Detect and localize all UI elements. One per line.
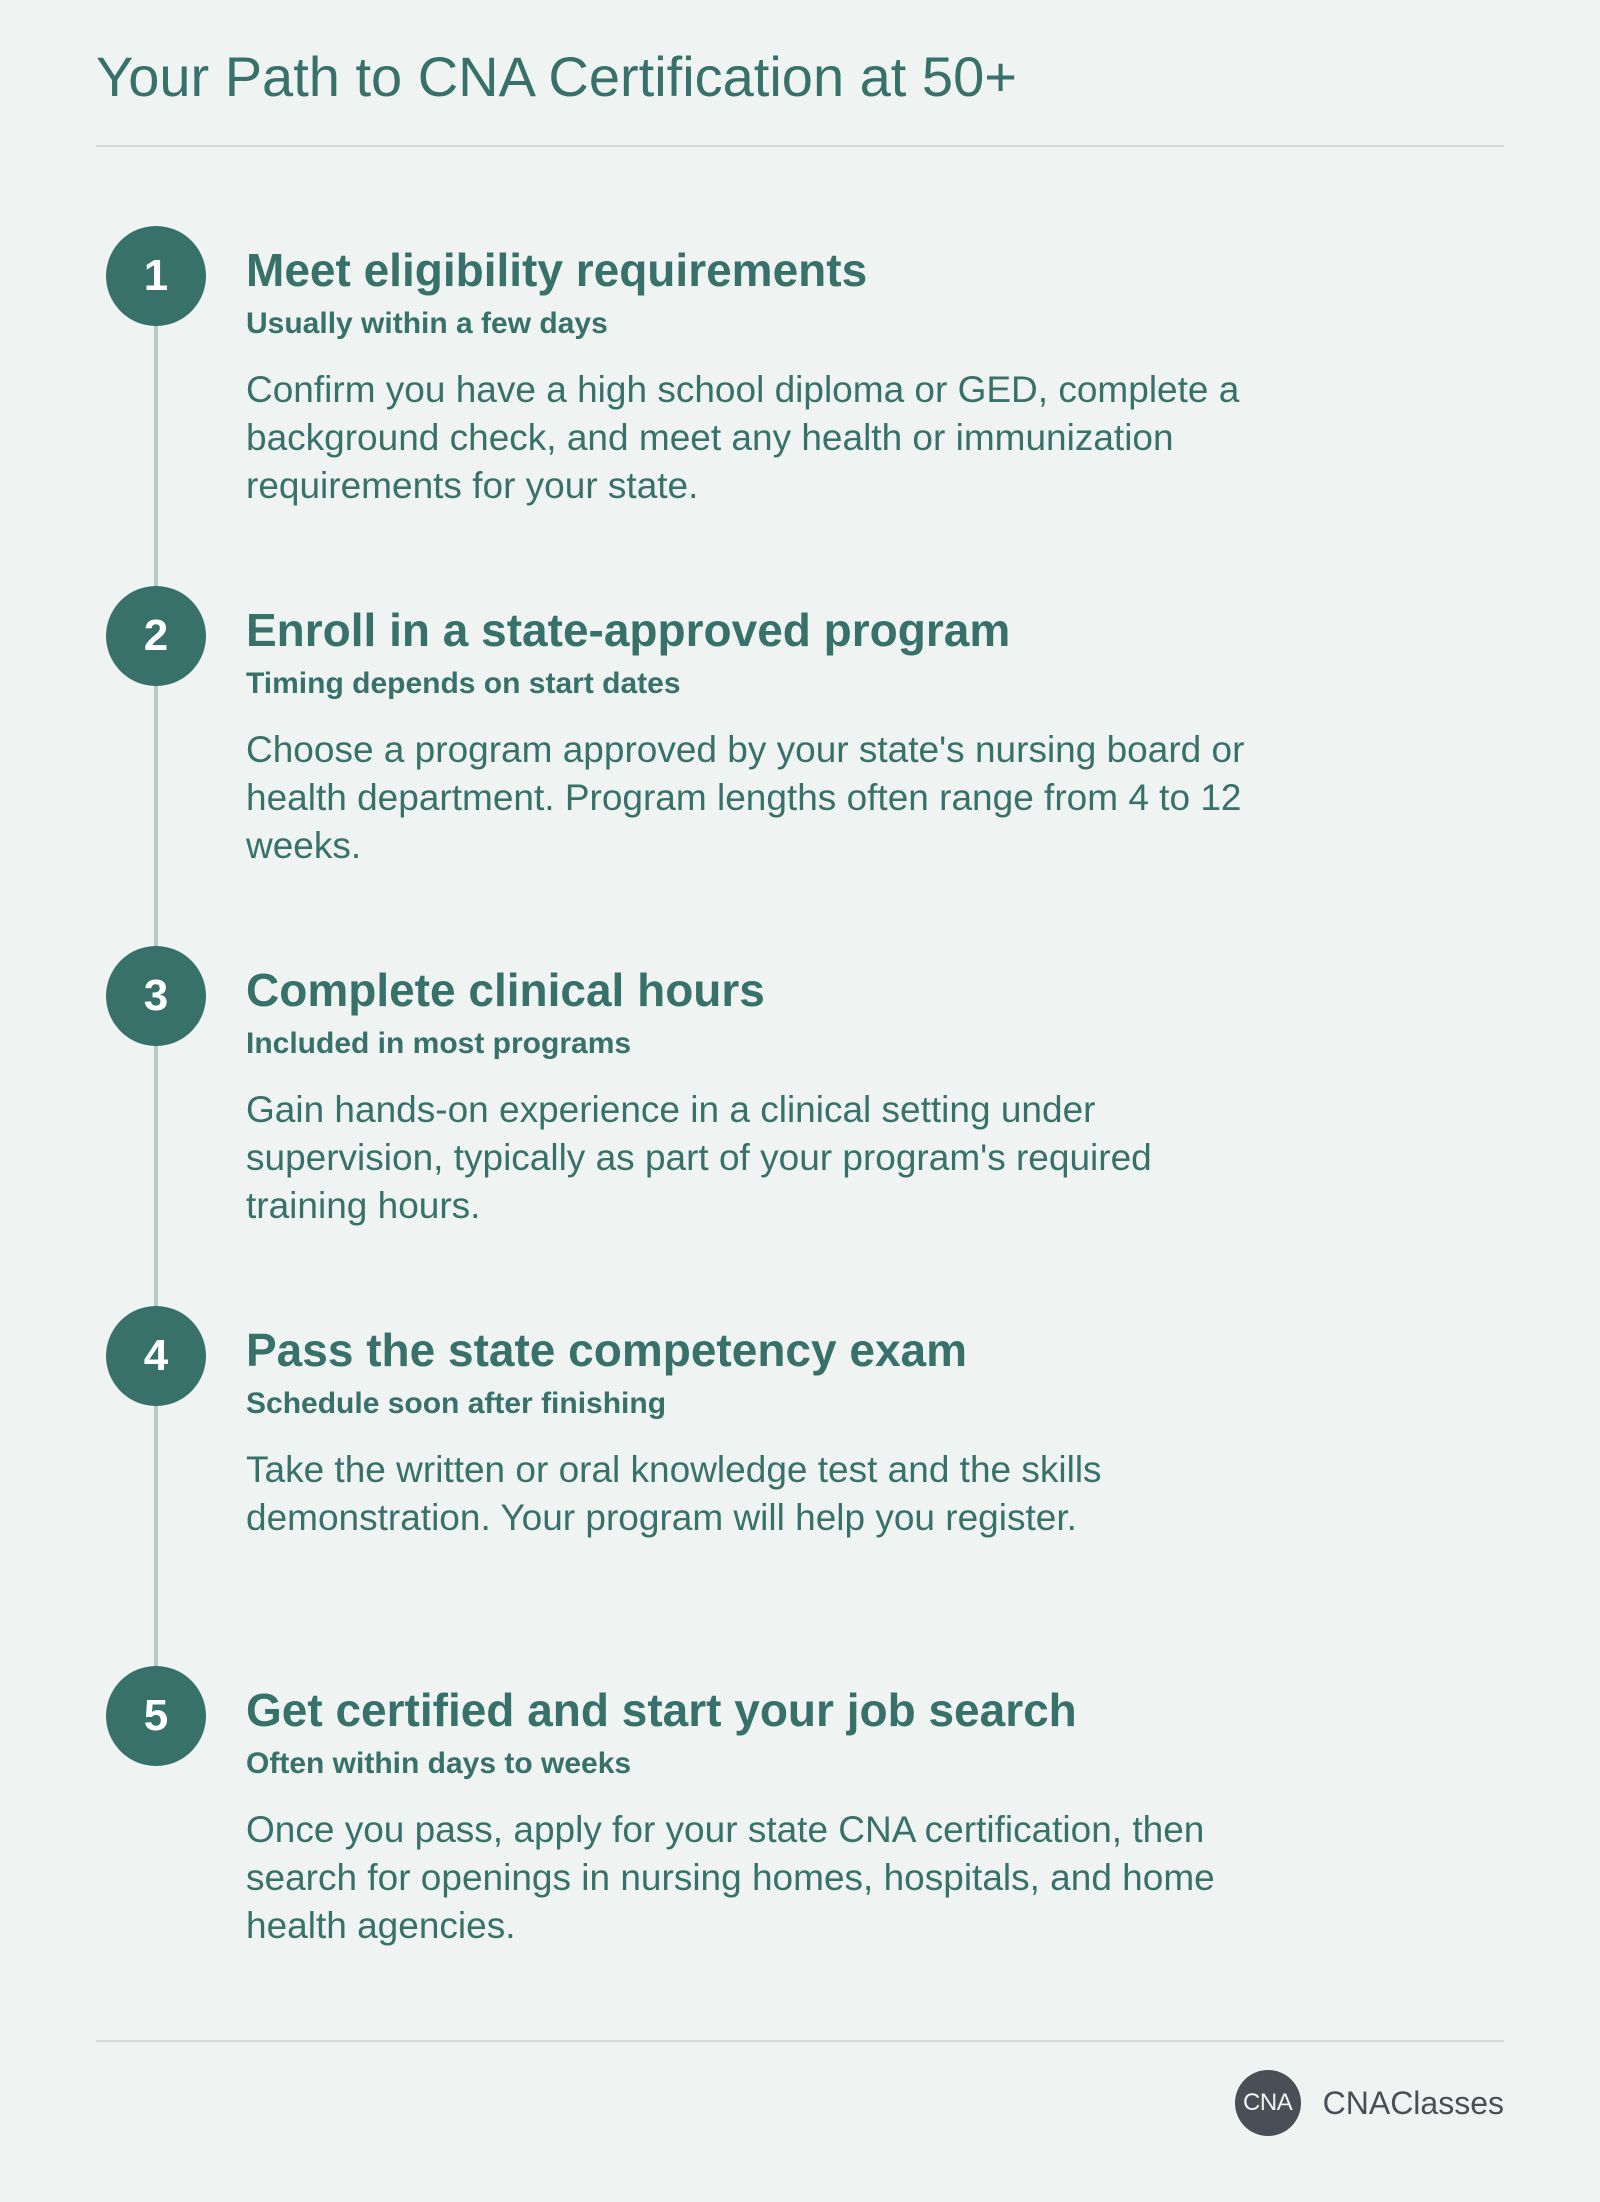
step-number-badge: 1 [106, 226, 206, 326]
step-timing: Included in most programs [246, 1027, 632, 1060]
step-content [246, 1322, 1396, 1542]
header-divider [96, 145, 1504, 147]
step-content [246, 962, 1396, 1230]
step-description: Once you pass, apply for your state CNA certification, then search for openings in nursing homes, hospitals, and home health agencies. [246, 1809, 1215, 1946]
step-title: Enroll in a state-approved program [246, 604, 1011, 656]
step-description: Confirm you have a high school diploma or GED, complete a background check, and meet any health or immunization requirements for your state. [246, 369, 1240, 506]
step-content [246, 602, 1396, 870]
page-title: Your Path to CNA Certification at 50+ [96, 45, 1017, 108]
step-content [246, 242, 1396, 510]
step-description: Choose a program approved by your state's nursing board or health department. Program lengths often range from 4 to 12 weeks. [246, 729, 1245, 866]
step-title: Get certified and start your job search [246, 1684, 1077, 1736]
step-number-badge: 5 [106, 1666, 206, 1766]
step-timing: Usually within a few days [246, 307, 608, 340]
step-timing: Often within days to weeks [246, 1747, 632, 1780]
brand-logo-icon: CNA [1235, 2070, 1301, 2136]
brand-name: CNAClasses [1322, 2084, 1504, 2121]
step-description: Gain hands-on experience in a clinical setting under supervision, typically as part of your program's required training hours. [246, 1089, 1152, 1226]
step-content [246, 1682, 1396, 1950]
step-description: Take the written or oral knowledge test and the skills demonstration. Your program will help you register. [246, 1449, 1102, 1538]
step-title: Meet eligibility requirements [246, 244, 868, 296]
step-number-badge: 3 [106, 946, 206, 1046]
step-number-badge: 4 [106, 1306, 206, 1406]
footer-brand [1235, 2070, 1504, 2136]
step-timing: Timing depends on start dates [246, 667, 681, 700]
step-number-badge: 2 [106, 586, 206, 686]
step-timing: Schedule soon after finishing [246, 1387, 667, 1420]
step-title: Complete clinical hours [246, 964, 765, 1016]
step-title: Pass the state competency exam [246, 1324, 968, 1376]
footer-divider [96, 2040, 1504, 2042]
